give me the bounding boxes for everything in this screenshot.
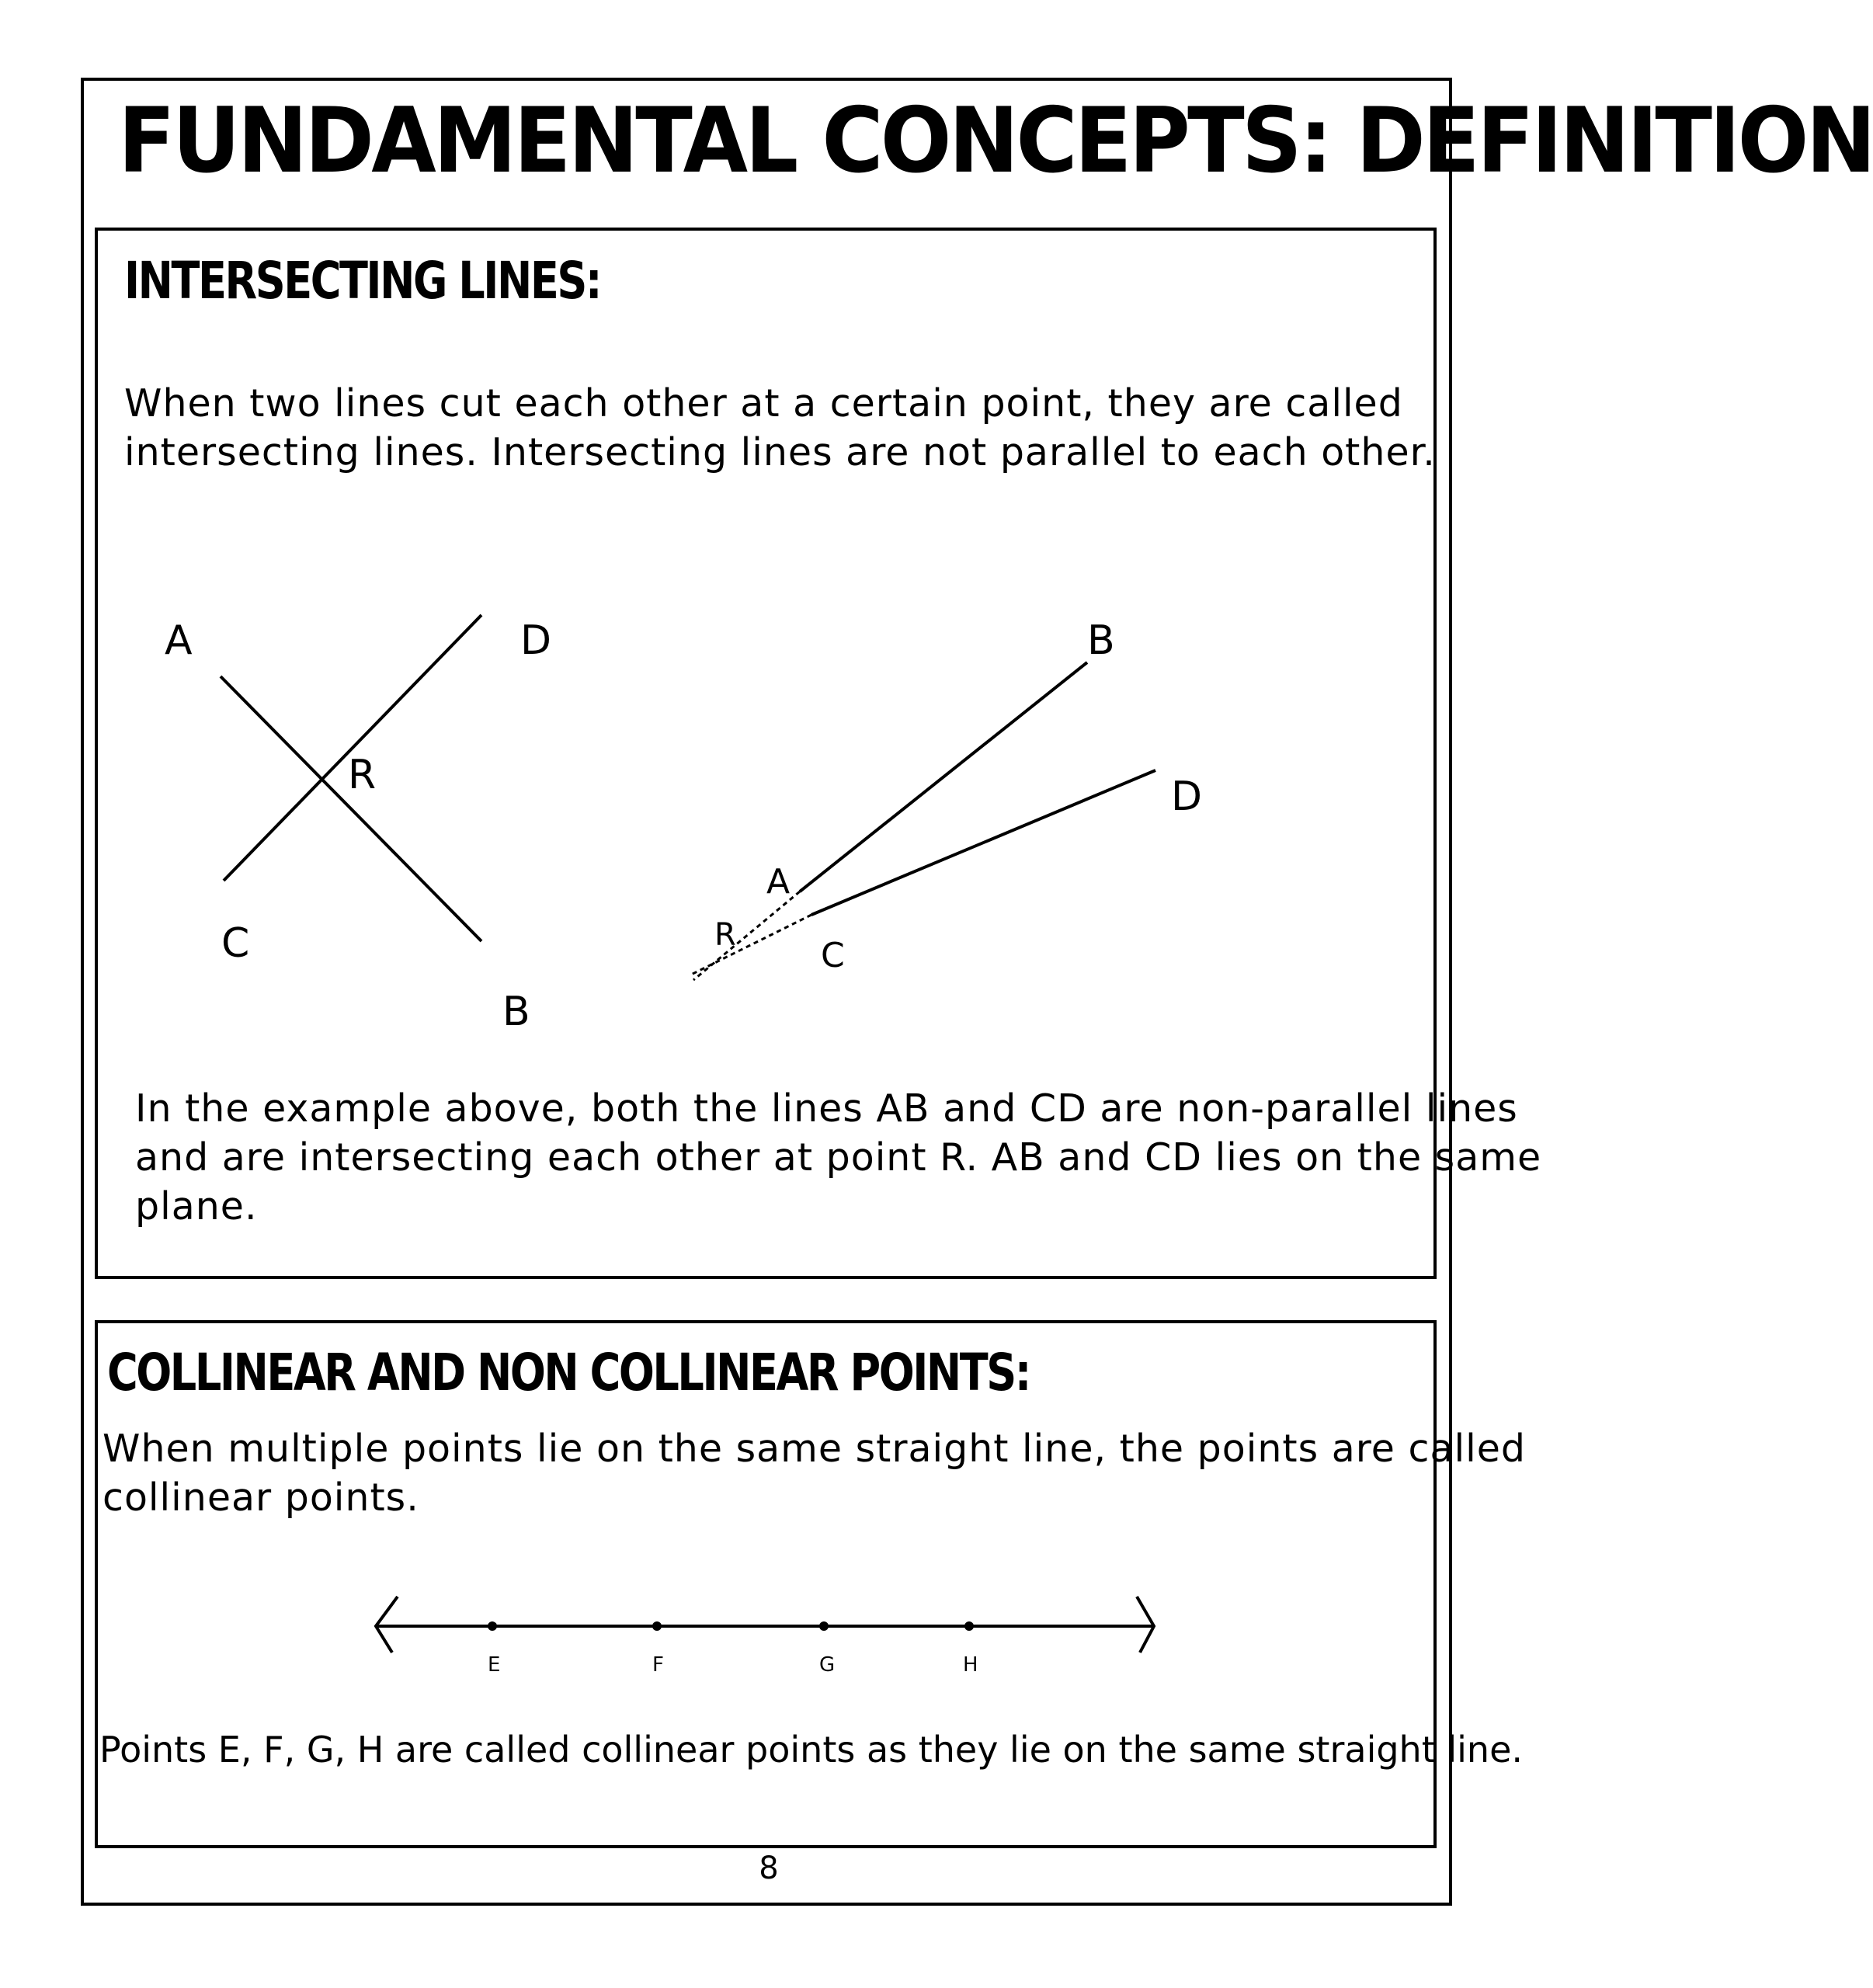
label-r: R <box>714 917 736 953</box>
intersecting-explanation-line: and are intersecting each other at point R. AB and CD lies on the same <box>135 1135 1542 1180</box>
intersecting-definition-line: intersecting lines. Intersecting lines are not parallel to each other. <box>124 430 1436 474</box>
label-a: A <box>766 862 791 902</box>
collinear-explanation <box>99 1726 1523 1774</box>
intersecting-definition-line: When two lines cut each other at a certain point, they are called <box>124 381 1403 426</box>
collinear-definition-line: When multiple points lie on the same straight line, the points are called <box>103 1427 1526 1471</box>
collinear-explanation-line: Points E, F, G, H are called collinear points as they lie on the same straight line. <box>99 1729 1523 1771</box>
point-e-dot <box>488 1621 497 1631</box>
page-number: 8 <box>759 1851 779 1886</box>
label-c: C <box>821 936 845 975</box>
label-c: C <box>221 920 250 967</box>
collinear-definition-line: collinear points. <box>103 1475 419 1520</box>
intersecting-explanation-line: plane. <box>135 1184 258 1229</box>
point-h-label: H <box>963 1653 978 1677</box>
label-a: A <box>165 617 193 664</box>
point-g-label: G <box>819 1653 836 1677</box>
label-d: D <box>520 617 552 664</box>
label-d: D <box>1171 773 1203 820</box>
point-e-label: E <box>488 1653 501 1677</box>
intersecting-explanation-line: In the example above, both the lines AB and CD are non-parallel lines <box>135 1086 1518 1131</box>
collinear-points-heading: COLLINEAR AND NON COLLINEAR POINTS: <box>107 1343 1030 1402</box>
point-f-label: F <box>652 1653 664 1677</box>
label-r: R <box>348 752 377 798</box>
page-title: FUNDAMENTAL CONCEPTS: DEFINITION <box>118 89 1873 193</box>
point-g-dot <box>819 1621 829 1631</box>
intersecting-lines-heading: INTERSECTING LINES: <box>124 251 601 311</box>
point-h-dot <box>964 1621 974 1631</box>
label-b: B <box>502 989 530 1035</box>
label-b: B <box>1087 617 1115 664</box>
point-f-dot <box>652 1621 662 1631</box>
